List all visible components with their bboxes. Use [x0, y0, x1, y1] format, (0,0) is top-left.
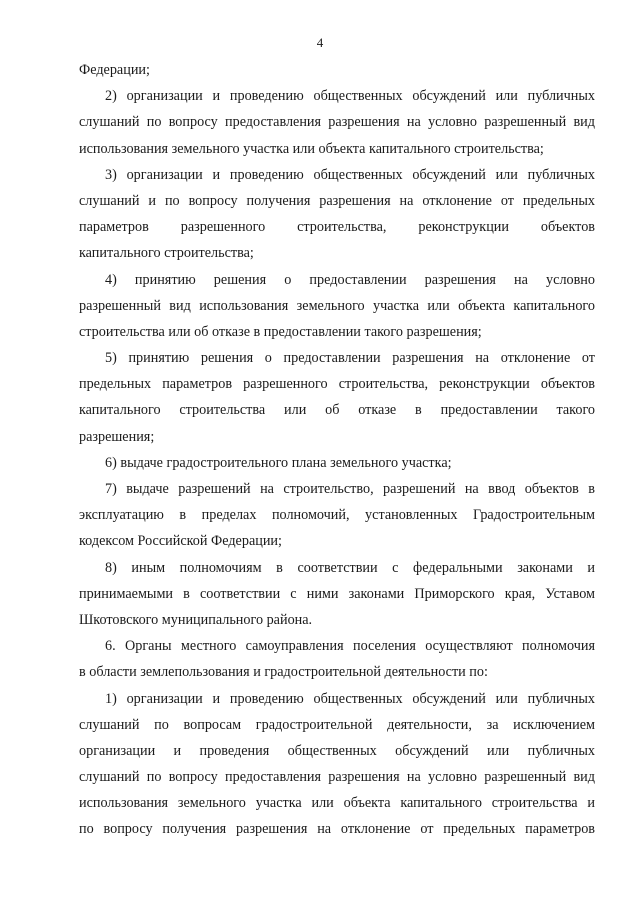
text-line: слушаний по вопросам градостроительной деятельности, за исключением	[79, 716, 595, 733]
text-line: кодексом Российской Федерации;	[79, 533, 282, 550]
text-line: использования земельного участка или объекта капитального строительства;	[79, 140, 544, 157]
text-line: слушаний и по вопросу получения разрешения на отклонение от предельных	[79, 192, 595, 209]
text-line: 2) организации и проведению общественных обсуждений или публичных	[105, 88, 595, 105]
text-line: Федерации;	[79, 62, 150, 78]
text-line: 6. Органы местного самоуправления поселения осуществляют полномочия	[105, 638, 595, 655]
text-line: 7) выдаче разрешений на строительство, разрешений на ввод объектов в	[105, 481, 595, 497]
text-line: по вопросу получения разрешения на отклонение от предельных параметров	[79, 821, 595, 838]
text-line: 6) выдаче градостроительного плана земельного участка;	[105, 454, 452, 471]
text-line: параметров разрешенного строительства, реконструкции объектов	[79, 219, 595, 236]
text-line: разрешения;	[79, 428, 155, 445]
text-line: эксплуатацию в пределах полномочий, установленных Градостроительным	[79, 507, 595, 524]
page-number: 4	[316, 35, 324, 50]
text-line: капитального строительства;	[79, 245, 254, 262]
text-line: Шкотовского муниципального района.	[79, 611, 313, 628]
text-line: предельных параметров разрешенного строительства, реконструкции объектов	[79, 376, 595, 393]
text-line: 5) принятию решения о предоставлении разрешения на отклонение от	[105, 350, 595, 367]
text-line: организации и проведения общественных обсуждений или публичных	[79, 742, 595, 759]
text-line: слушаний по вопросу предоставления разрешения на условно разрешенный вид	[79, 114, 595, 131]
text-line: слушаний по вопросу предоставления разрешения на условно разрешенный вид	[79, 769, 595, 786]
text-line: 1) организации и проведению общественных обсуждений или публичных	[105, 690, 595, 707]
text-line: 4) принятию решения о предоставлении разрешения на условно	[105, 271, 595, 288]
text-line: 8) иным полномочиям в соответствии с федеральными законами и	[105, 559, 595, 576]
text-line: капитального строительства или об отказе в предоставлении такого	[79, 402, 595, 419]
text-line: использования земельного участка или объекта капитального строительства и	[79, 795, 595, 812]
text-line: строительства или об отказе в предоставлении такого разрешения;	[79, 323, 482, 340]
text-line: в области землепользования и градостроительной деятельности по:	[79, 664, 488, 681]
text-line: разрешенный вид использования земельного участка или объекта капитального	[79, 297, 595, 314]
text-line: 3) организации и проведению общественных обсуждений или публичных	[105, 166, 595, 183]
document-body	[79, 62, 595, 848]
text-line: принимаемыми в соответствии с ними законами Приморского края, Уставом	[79, 585, 595, 602]
